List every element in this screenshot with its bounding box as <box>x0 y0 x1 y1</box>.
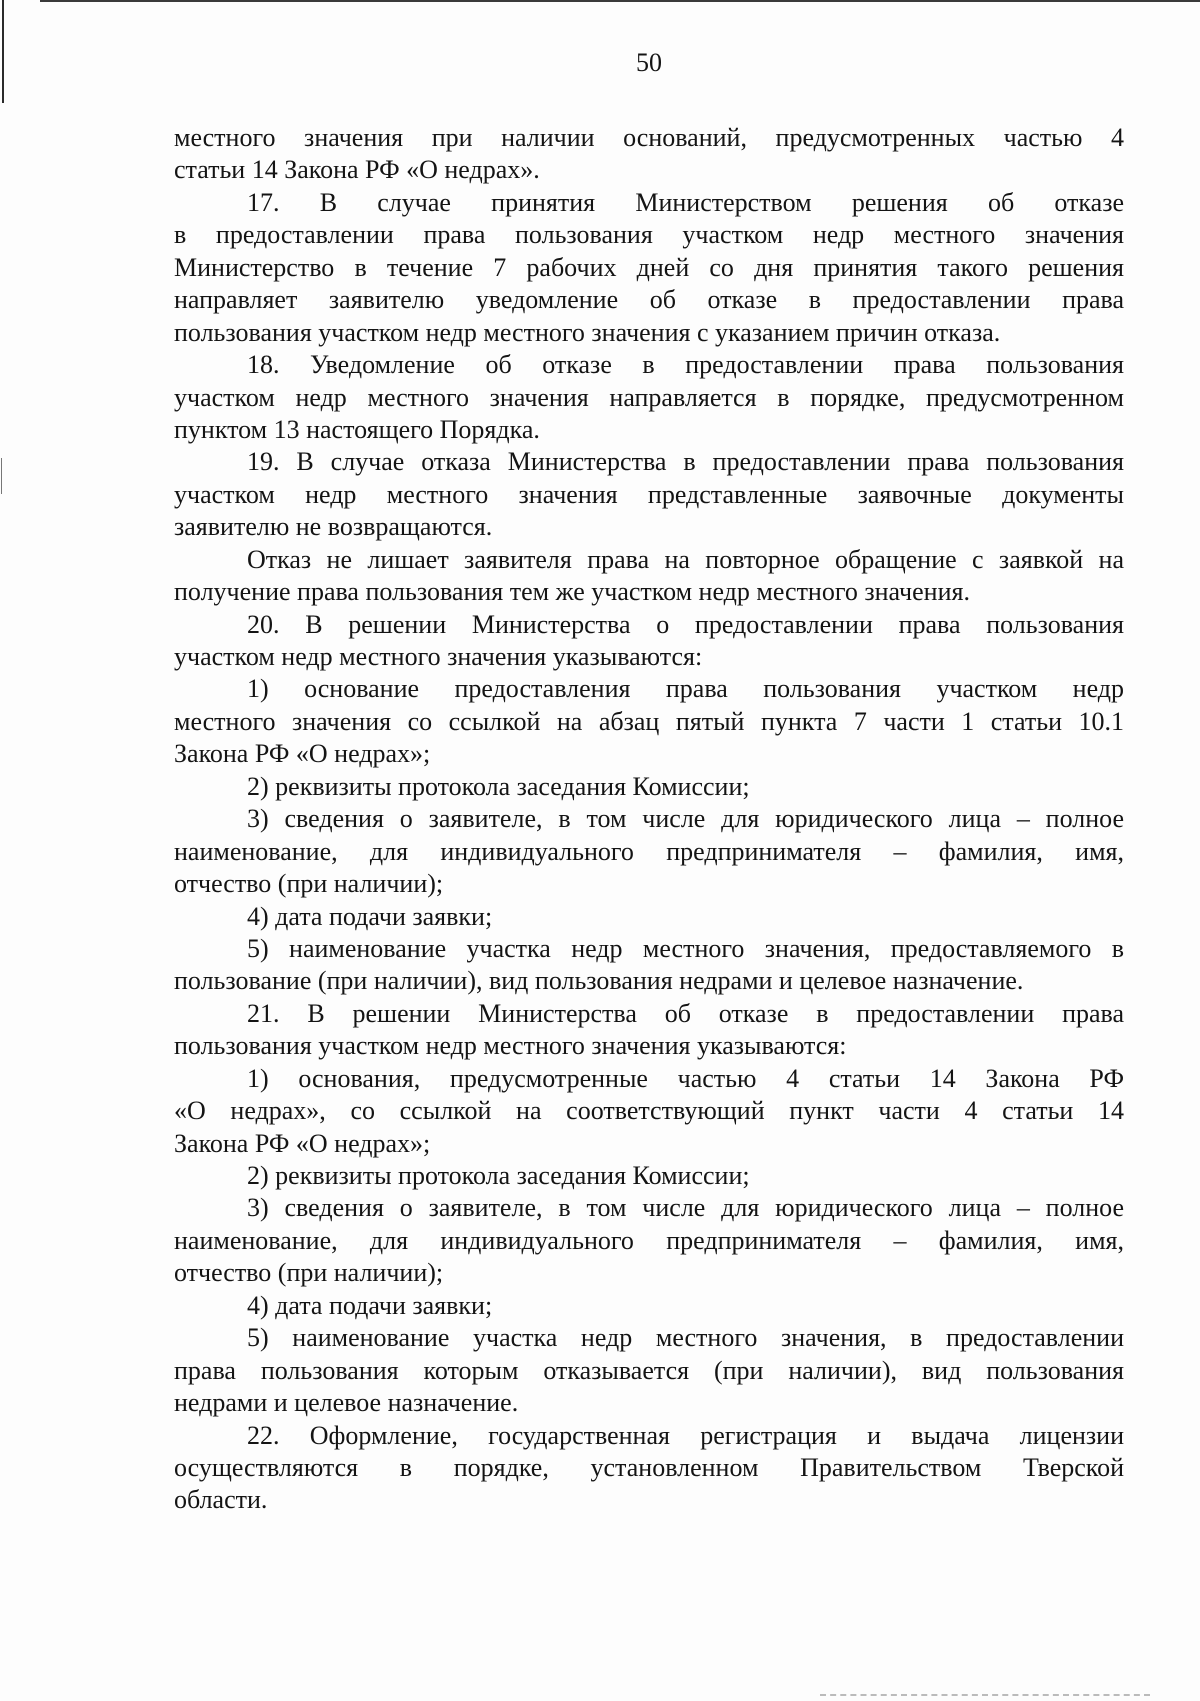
text-line: недрами и целевое назначение. <box>174 1388 519 1418</box>
paragraph-item-18 <box>174 349 1124 446</box>
paragraph-subitem <box>174 1290 1124 1322</box>
text-line: местного значения со ссылкой на абзац пятый пункта 7 части 1 статьи 10.1 <box>174 706 1124 736</box>
paragraph-continuation <box>174 122 1124 187</box>
text-line: пунктом 13 настоящего Порядка. <box>174 414 540 444</box>
text-line: «О недрах», со ссылкой на соответствующий пункт части 4 статьи 14 <box>174 1096 1124 1126</box>
text-line: Министерство в течение 7 рабочих дней со дня принятия такого решения <box>174 252 1124 282</box>
text-line: Отказ не лишает заявителя права на повторное обращение с заявкой на <box>247 544 1124 574</box>
paragraph-subitem <box>174 1192 1124 1289</box>
text-line: Закона РФ «О недрах»; <box>174 1128 431 1158</box>
scan-edge-top-line <box>40 0 1200 2</box>
text-line: 18. Уведомление об отказе в предоставлении права пользования <box>247 350 1124 380</box>
text-line: 5) наименование участка недр местного значения, предоставляемого в <box>247 933 1124 963</box>
paragraph-subitem <box>174 1322 1124 1419</box>
scan-edge-left-line <box>2 0 4 103</box>
paragraph-subitem <box>174 803 1124 900</box>
text-line: статьи 14 Закона РФ «О недрах». <box>174 155 540 185</box>
text-line: 3) сведения о заявителе, в том числе для юридического лица – полное <box>247 804 1124 834</box>
text-line: в предоставлении права пользования участком недр местного значения <box>174 220 1124 250</box>
text-line: 2) реквизиты протокола заседания Комиссии; <box>247 771 750 801</box>
text-line: 1) основания, предусмотренные частью 4 статьи 14 Закона РФ <box>247 1063 1124 1093</box>
text-line: 3) сведения о заявителе, в том числе для юридического лица – полное <box>247 1193 1124 1223</box>
text-line: области. <box>174 1485 268 1515</box>
text-line: 1) основание предоставления права пользования участком недр <box>247 674 1124 704</box>
paragraph-subitem <box>174 1063 1124 1160</box>
text-line: отчество (при наличии); <box>174 869 444 899</box>
paragraph-subitem <box>174 1160 1124 1192</box>
text-line: осуществляются в порядке, установленном Правительством Тверской <box>174 1452 1124 1482</box>
text-line: наименование, для индивидуального предпринимателя – фамилия, имя, <box>174 1225 1124 1255</box>
paragraph-item-22 <box>174 1420 1124 1517</box>
page-number: 50 <box>636 48 662 77</box>
text-line: 4) дата подачи заявки; <box>247 1290 493 1320</box>
text-line: 22. Оформление, государственная регистрация и выдача лицензии <box>247 1420 1124 1450</box>
text-line: пользование (при наличии), вид пользования недрами и целевое назначение. <box>174 966 1024 996</box>
text-line: 21. В решении Министерства об отказе в предоставлении права <box>247 998 1124 1028</box>
text-line: 20. В решении Министерства о предоставлении права пользования <box>247 609 1124 639</box>
scan-edge-left-mark <box>1 458 2 494</box>
paragraph-subitem <box>174 771 1124 803</box>
text-line: участком недр местного значения направляется в порядке, предусмотренном <box>174 382 1124 412</box>
text-line: наименование, для индивидуального предпринимателя – фамилия, имя, <box>174 836 1124 866</box>
text-line: направляет заявителю уведомление об отказе в предоставлении права <box>174 285 1124 315</box>
paragraph-item-21 <box>174 998 1124 1063</box>
text-line: отчество (при наличии); <box>174 1258 444 1288</box>
text-line: 19. В случае отказа Министерства в предоставлении права пользования <box>247 447 1124 477</box>
paragraph-refusal-note <box>174 544 1124 609</box>
document-body <box>174 122 1124 1517</box>
text-line: 2) реквизиты протокола заседания Комиссии; <box>247 1161 750 1190</box>
text-line: участком недр местного значения указываются: <box>174 642 703 671</box>
scan-edge-bottom-line <box>820 1694 1150 1696</box>
text-line: 17. В случае принятия Министерством решения об отказе <box>247 187 1124 217</box>
paragraph-subitem <box>174 673 1124 770</box>
text-line: пользования участком недр местного значения указываются: <box>174 1031 847 1061</box>
text-line: участком недр местного значения представленные заявочные документы <box>174 479 1124 509</box>
text-line: пользования участком недр местного значения с указанием причин отказа. <box>174 317 1001 347</box>
paragraph-subitem <box>174 933 1124 998</box>
text-line: 5) наименование участка недр местного значения, в предоставлении <box>247 1323 1124 1353</box>
text-line: получение права пользования тем же участком недр местного значения. <box>174 577 970 607</box>
text-line: местного значения при наличии оснований, предусмотренных частью 4 <box>174 123 1124 152</box>
paragraph-item-20 <box>174 609 1124 674</box>
text-line: 4) дата подачи заявки; <box>247 901 493 931</box>
text-line: Закона РФ «О недрах»; <box>174 739 431 769</box>
text-line: права пользования которым отказывается (при наличии), вид пользования <box>174 1355 1124 1385</box>
paragraph-subitem <box>174 901 1124 933</box>
paragraph-item-17 <box>174 187 1124 349</box>
paragraph-item-19 <box>174 446 1124 543</box>
text-line: заявителю не возвращаются. <box>174 512 493 542</box>
